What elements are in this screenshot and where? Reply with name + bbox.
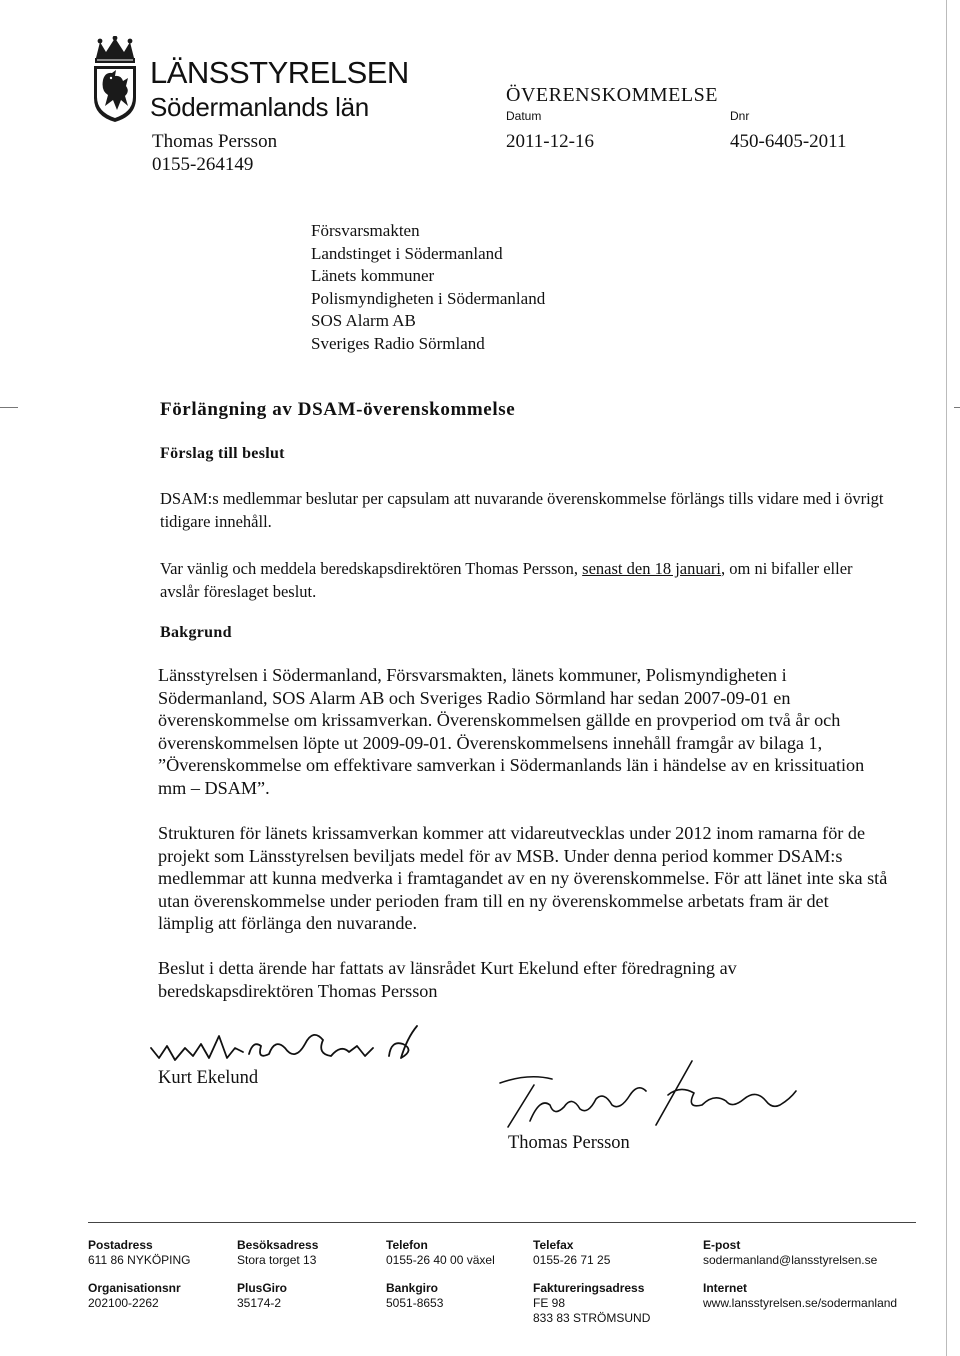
recipient-item: Polismyndigheten i Södermanland <box>311 288 546 308</box>
request-text <box>160 557 890 603</box>
signature-kurt-ekelund <box>145 1018 435 1074</box>
footer-value: 5051-8653 <box>386 1296 444 1310</box>
decision-text: Beslut i detta ärende har fattats av länsrådet Kurt Ekelund efter föredragning av beredskapsdirektören Thomas Persson <box>158 958 737 1001</box>
date-label: Datum <box>506 109 542 123</box>
crowned-griffin-icon <box>90 36 140 124</box>
recipient-list <box>311 220 545 355</box>
footer-value: 0155-26 71 25 <box>533 1253 611 1267</box>
dnr-label: Dnr <box>730 109 750 123</box>
footer-visit-column <box>237 1238 318 1311</box>
footer-value: 611 86 NYKÖPING <box>88 1253 191 1267</box>
request-text-start: Var vänlig och meddela beredskapsdirektören Thomas Persson, <box>160 559 583 578</box>
scan-edge-line <box>946 0 947 1356</box>
coat-of-arms-logo <box>90 36 140 124</box>
proposal-paragraph <box>160 487 890 533</box>
recipient-item: SOS Alarm AB <box>311 311 416 330</box>
contact-name: Thomas Persson <box>152 131 278 152</box>
footer-value: 35174-2 <box>237 1296 282 1310</box>
footer-label: E-post <box>703 1238 741 1252</box>
signer-kurt-ekelund: Kurt Ekelund <box>158 1068 259 1088</box>
background-heading: Bakgrund <box>160 624 232 641</box>
response-deadline: senast den 18 januari <box>582 559 722 578</box>
footer-label: Internet <box>703 1281 748 1295</box>
footer-website[interactable]: www.lansstyrelsen.se/sodermanland <box>703 1296 898 1310</box>
document-date: 2011-12-16 <box>506 131 594 152</box>
footer-value: Stora torget 13 <box>237 1253 317 1267</box>
footer-email[interactable]: sodermanland@lansstyrelsen.se <box>703 1253 878 1267</box>
background-text-2: Strukturen för länets krissamverkan kommer att vidareutvecklas under 2012 inom ramarna för de projekt som Länsstyrelsen beviljats medel för av MSB. Under denna period kommer DSAM:s medlemmar att kunna medverka i framtagandet av en ny överenskommelse. För att länet inte ska stå utan överenskommelse under perioden fram till en ny överenskommelse arbetats fram är det lämplig att förlänga den nuvarande. <box>158 823 888 933</box>
footer-label: Bankgiro <box>386 1281 439 1295</box>
proposal-heading: Förslag till beslut <box>160 445 285 462</box>
footer-value: FE 98 <box>533 1296 566 1310</box>
footer-value: 0155-26 40 00 växel <box>386 1253 495 1267</box>
footer-web-column <box>703 1238 897 1311</box>
footer-value: 833 83 STRÖMSUND <box>533 1311 651 1325</box>
footer-value: 202100-2262 <box>88 1296 159 1310</box>
signer-thomas-persson: Thomas Persson <box>508 1133 630 1153</box>
footer-divider <box>88 1222 916 1223</box>
proposal-text: DSAM:s medlemmar beslutar per capsulam att nuvarande överenskommelse förlängs tills vidare med i övrigt tidigare innehåll. <box>160 489 884 531</box>
agency-region: Södermanlands län <box>150 92 369 122</box>
footer-label: Besöksadress <box>237 1238 319 1252</box>
contact-phone: 0155-264149 <box>152 154 254 175</box>
footer-label: Organisationsnr <box>88 1281 181 1295</box>
scan-edge-mark <box>0 407 18 408</box>
footer-phone-column <box>386 1238 495 1311</box>
request-text-end: , om ni bifaller eller avslår föreslaget beslut. <box>160 559 853 601</box>
background-paragraph-1 <box>158 664 888 799</box>
document-number: 450-6405-2011 <box>730 131 847 152</box>
footer-label: Telefax <box>533 1238 574 1252</box>
background-text-1: Länsstyrelsen i Södermanland, Försvarsmakten, länets kommuner, Polismyndigheten i Södermanland, SOS Alarm AB och Sveriges Radio Sörmland har sedan 2007-09-01 en överenskommelse om krissamverkan. Överenskommelsen gällde en provperiod om två år och överenskommelsen löpte ut 2009-09-01. Överenskommelsens innehåll framgår av bilaga 1, ”Överenskommelse om effektivare samverkan i Södermanlands län i händelse av en krissituation mm – DSAM”. <box>158 665 865 798</box>
footer-label: Postadress <box>88 1238 153 1252</box>
background-paragraph-2 <box>158 822 888 935</box>
signature-thomas-persson <box>480 1055 800 1133</box>
footer-fax-column <box>533 1238 650 1326</box>
footer-label: PlusGiro <box>237 1281 288 1295</box>
recipient-item: Försvarsmakten <box>311 221 420 240</box>
footer-label: Faktureringsadress <box>533 1281 645 1295</box>
document-type: ÖVERENSKOMMELSE <box>506 84 718 106</box>
footer-label: Telefon <box>386 1238 428 1252</box>
footer-postal-column <box>88 1238 191 1311</box>
recipient-item: Landstinget i Södermanland <box>311 243 503 263</box>
scan-edge-mark <box>954 407 960 408</box>
decision-paragraph <box>158 957 888 1002</box>
recipient-item: Sveriges Radio Sörmland <box>311 333 485 353</box>
recipient-item: Länets kommuner <box>311 266 435 285</box>
request-paragraph <box>160 557 890 603</box>
document-title: Förlängning av DSAM-överenskommelse <box>160 399 516 420</box>
agency-name: LÄNSSTYRELSEN <box>150 55 409 90</box>
